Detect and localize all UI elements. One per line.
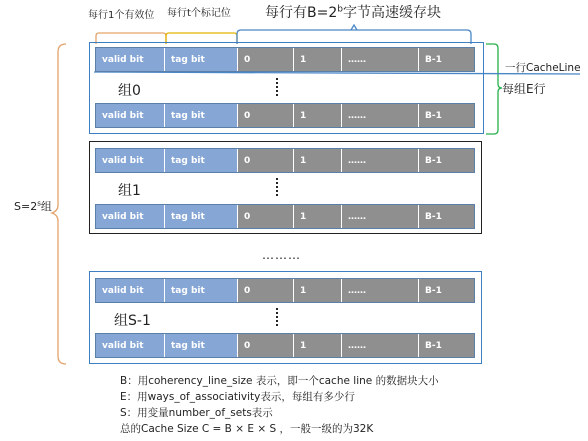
byte-cell-1: 1 (294, 205, 342, 228)
set-label-0: 组0 (118, 83, 141, 99)
valid-bit-cell: valid bit (96, 279, 165, 302)
byte-cell-last: B-1 (419, 279, 474, 302)
byte-cell-last: B-1 (419, 205, 474, 228)
byte-cell-ellipsis: …… (342, 149, 419, 172)
vertical-ellipsis (276, 178, 278, 198)
sets-count-label (14, 198, 52, 214)
block-size-suffix: 字节高速缓存块 (342, 5, 441, 21)
valid-bit-cell: valid bit (96, 205, 165, 228)
valid-bits-header: 每行1个有效位 (88, 10, 155, 21)
lines-per-set-label: 每组E行 (502, 82, 546, 96)
byte-cell-1: 1 (294, 334, 342, 357)
tag-bit-cell: tag bit (165, 149, 238, 172)
byte-cell-last: B-1 (419, 48, 474, 71)
byte-cell-last: B-1 (419, 104, 474, 127)
valid-bit-cell: valid bit (96, 104, 165, 127)
byte-cell-ellipsis: …… (342, 205, 419, 228)
byte-cell-0: 0 (238, 279, 294, 302)
byte-cell-last: B-1 (419, 334, 474, 357)
cache-line (95, 333, 475, 358)
byte-cell-ellipsis: …… (342, 279, 419, 302)
cache-line (95, 278, 475, 303)
sets-count-prefix: S=2 (14, 200, 38, 213)
byte-cell-0: 0 (238, 334, 294, 357)
lines-per-set-brace (486, 44, 502, 134)
cache-line (95, 103, 475, 128)
cache-line (95, 47, 475, 72)
sets-ellipsis: ……… (262, 248, 301, 262)
vertical-ellipsis (276, 308, 278, 328)
sets-brace (52, 44, 66, 364)
block-size-exponent: b (337, 4, 343, 15)
byte-cell-last: B-1 (419, 149, 474, 172)
tag-bit-cell: tag bit (165, 334, 238, 357)
byte-cell-1: 1 (294, 48, 342, 71)
note-total: 总的Cache Size C = B × E × S ，一般一级的为32K (120, 423, 374, 435)
cache-line-label: 一行CacheLine (505, 62, 581, 74)
tag-bit-cell: tag bit (165, 279, 238, 302)
valid-bit-cell: valid bit (96, 334, 165, 357)
byte-cell-1: 1 (294, 104, 342, 127)
vertical-ellipsis (276, 78, 278, 98)
byte-cell-0: 0 (238, 48, 294, 71)
set-label-1: 组1 (118, 183, 141, 199)
byte-cell-0: 0 (238, 149, 294, 172)
note-e: E：用ways_of_associativity表示，每组有多少行 (120, 391, 355, 403)
byte-cell-ellipsis: …… (342, 104, 419, 127)
cache-line (95, 204, 475, 229)
tag-bit-cell: tag bit (165, 48, 238, 71)
block-size-prefix: 每行有B=2 (265, 5, 338, 21)
byte-cell-0: 0 (238, 104, 294, 127)
note-s: S：用变量number_of_sets表示 (120, 407, 273, 419)
legend-notes (120, 373, 439, 437)
byte-cell-ellipsis: …… (342, 48, 419, 71)
byte-cell-1: 1 (294, 149, 342, 172)
tag-bit-cell: tag bit (165, 104, 238, 127)
byte-cell-1: 1 (294, 279, 342, 302)
byte-cell-0: 0 (238, 205, 294, 228)
sets-count-exponent: s (37, 199, 41, 208)
note-b: B：用coherency_line_size 表示，即一个cache line 的数据块大小 (120, 375, 439, 387)
block-size-header (265, 2, 441, 22)
tag-bits-header: 每行t个标记位 (167, 8, 231, 19)
set-label-last: 组S-1 (114, 313, 151, 329)
byte-cell-ellipsis: …… (342, 334, 419, 357)
valid-bit-cell: valid bit (96, 48, 165, 71)
tag-bit-cell: tag bit (165, 205, 238, 228)
valid-bit-cell: valid bit (96, 149, 165, 172)
sets-count-suffix: 组 (40, 200, 52, 213)
cache-line (95, 148, 475, 173)
